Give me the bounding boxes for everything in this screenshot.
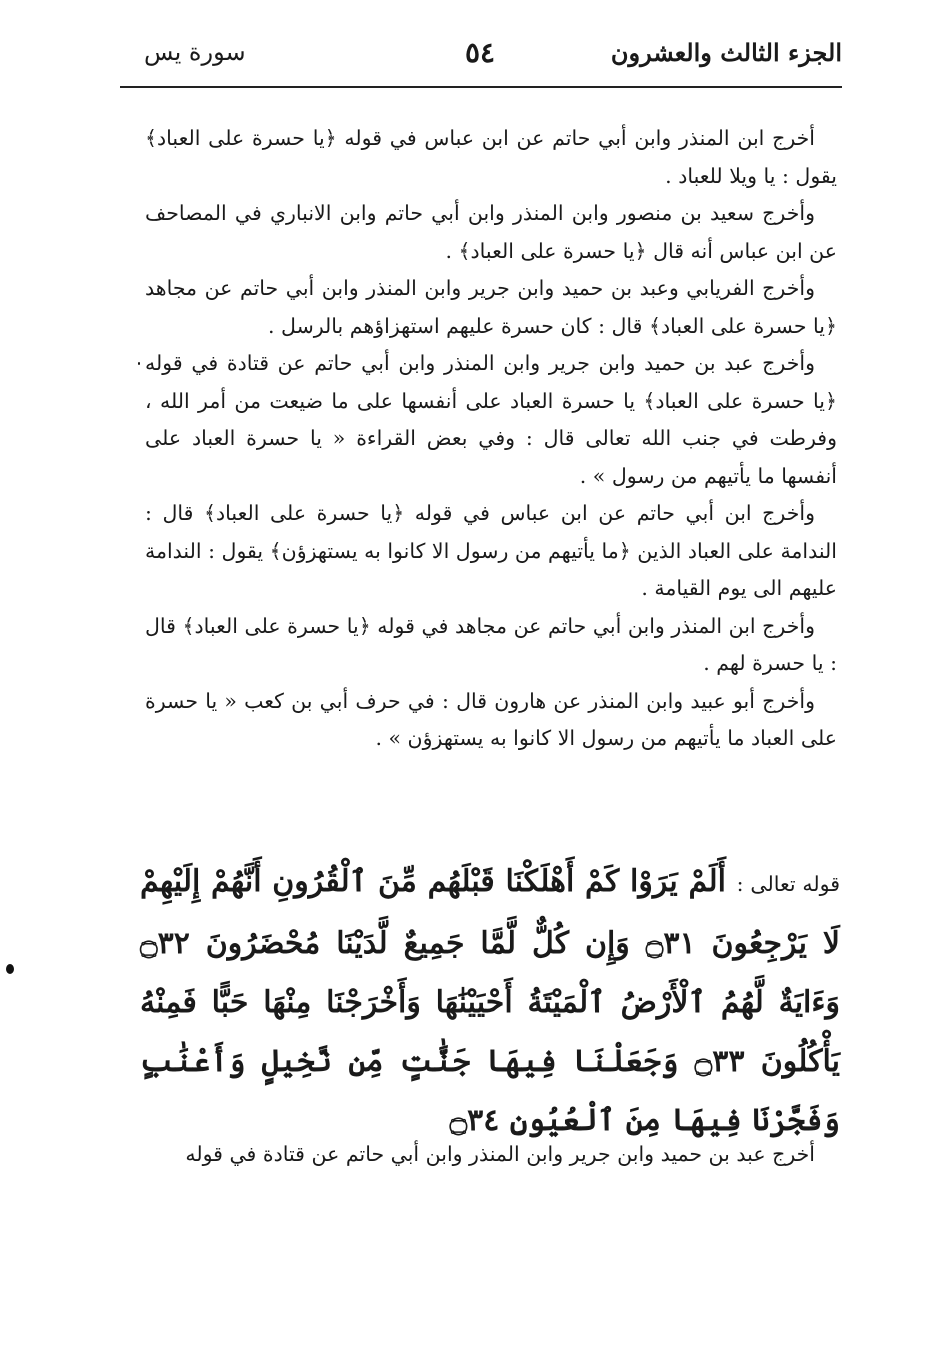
scan-speck (6, 964, 14, 974)
paragraph: أخرج عبد بن حميد وابن جرير وابن المنذر وابن أبي حاتم عن قتادة في قوله (185, 1142, 815, 1166)
verse-text: أَلَمْ يَرَوْا كَمْ أَهْلَكْنَا قَبْلَهُم مِّنَ ٱلْقُرُونِ أَنَّهُمْ إِلَيْهِمْ لَا يَرْجِعُونَ ۝٣١ وَإِن كُلٌّ لَّمَّا جَمِيعٌ لَّدَيْنَا مُحْضَرُونَ ۝٣٢ وَءَايَةٌ لَّهُمُ ٱلْأَرْضُ ٱلْمَيْتَةُ أَحْيَيْنَٰهَا وَأَخْرَجْنَا مِنْهَا حَبًّا فَمِنْهُ يَأْكُلُونَ ۝٣٣ وَجَعَلْنَا فِيهَا جَنَّٰتٍ مِّن نَّخِيلٍ وَأَعْنَٰبٍ وَفَجَّرْنَا فِيهَا مِنَ ٱلْعُيُونِ ۝٣٤ (140, 864, 841, 1138)
part-title: الجزء الثالث والعشرون (610, 38, 842, 67)
paragraph: وأخرج أبو عبيد وابن المنذر عن هارون قال : في حرف أبي بن كعب « يا حسرة على العباد ما يأتيهم من رسول الا كانوا به يستهزؤن » . (145, 688, 837, 750)
verse-lead: قوله تعالى : (736, 872, 840, 896)
paragraph: وأخرج ابن أبي حاتم عن ابن عباس في قوله ﴿يا حسرة على العباد﴾ قال : الندامة على العباد الذين ﴿ما يأتيهم من رسول الا كانوا به يستهزؤن﴾ يقول : الندامة عليهم الى يوم القيامة . (145, 501, 837, 600)
header-rule (120, 86, 842, 88)
paragraph: وأخرج الفريابي وعبد بن حميد وابن جرير وابن المنذر وابن أبي حاتم عن مجاهد ﴿يا حسرة على العباد﴾ قال : كان حسرة عليهم استهزاؤهم بالرسل . (145, 276, 837, 338)
paragraph: وأخرج ابن المنذر وابن أبي حاتم عن مجاهد في قوله ﴿يا حسرة على العباد﴾ قال : يا حسرة لهم . (145, 613, 837, 675)
paragraph: وأخرج سعيد بن منصور وابن المنذر وابن أبي حاتم وابن الانباري في المصاحف عن ابن عباس أنه قال ﴿يا حسرة على العباد﴾ . (145, 201, 837, 263)
commentary-continuation (145, 1136, 837, 1174)
commentary-text (145, 120, 837, 758)
paragraph: أخرج ابن المنذر وابن أبي حاتم عن ابن عباس في قوله ﴿يا حسرة على العباد﴾ يقول : يا ويلا للعباد . (145, 126, 837, 188)
surah-title: سورة يس (144, 38, 246, 66)
paragraph: وأخرج عبد بن حميد وابن جرير وابن المنذر وابن أبي حاتم عن قتادة في قوله ﴿يا حسرة على العباد﴾ يا حسرة العباد على أنفسها على ما ضيعت من أمر الله ، وفرطت في جنب الله تعالى قال : وفي بعض القراءة « يا حسرة العباد على أنفسها ما يأتيهم من رسول » . (145, 351, 837, 488)
running-head (120, 34, 842, 78)
quran-verse-block (140, 852, 840, 1150)
page-number: ٥٤ (464, 36, 496, 69)
scan-speck (138, 362, 140, 365)
